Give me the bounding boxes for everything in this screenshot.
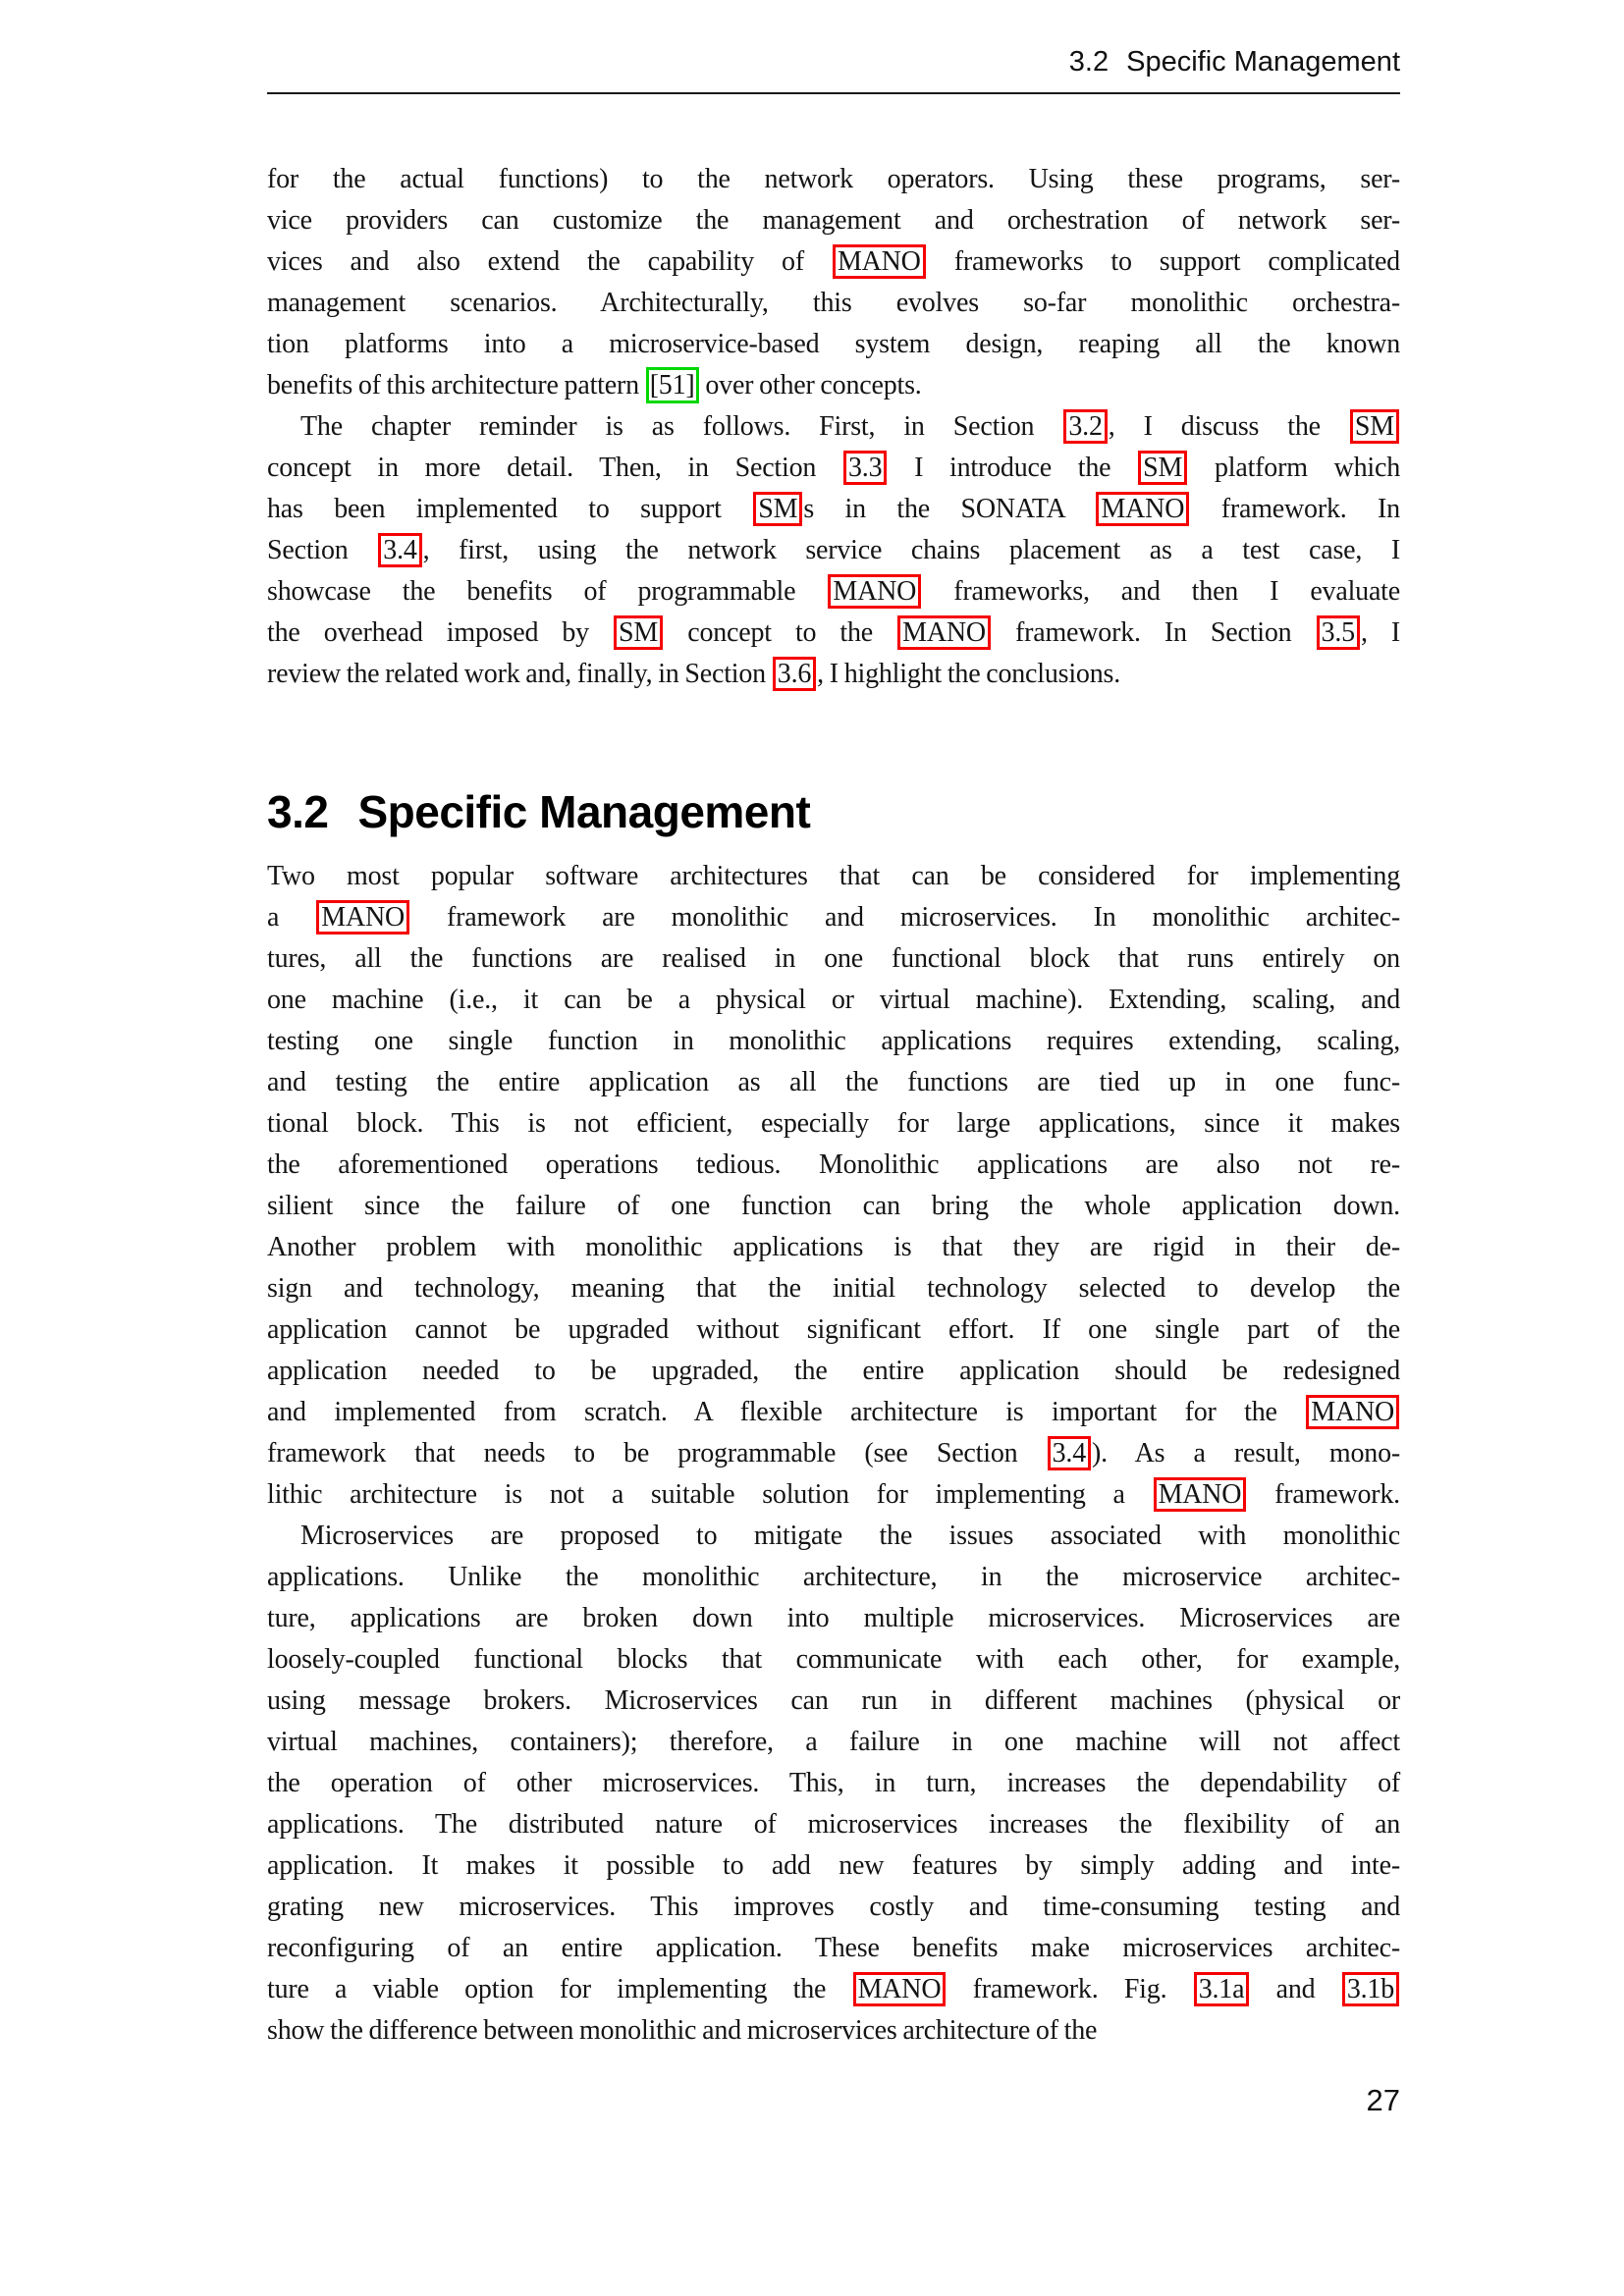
- text-run: tional block. This is not efficient, especially for large applications, since it makes: [267, 1108, 1400, 1139]
- text-line: [267, 654, 1400, 695]
- section-3-4-link[interactable]: 3.4: [1048, 1436, 1091, 1470]
- text-line: [267, 1227, 1400, 1268]
- text-run: using message brokers. Microservices can run in different machines (physical or: [267, 1685, 1400, 1716]
- text-line: [267, 159, 1400, 200]
- text-run: applications. Unlike the monolithic architecture, in the microservice architec-: [267, 1562, 1400, 1592]
- text-run: the overhead imposed by: [267, 617, 614, 648]
- text-run: applications. The distributed nature of microservices increases the flexibility of an: [267, 1809, 1400, 1840]
- text-run: the operation of other microservices. This, in turn, increases the dependability of: [267, 1768, 1400, 1798]
- text-run: , first, using the network service chains placement as a test case, I: [422, 535, 1400, 565]
- text-run: ture a viable option for implementing the: [267, 1974, 852, 2004]
- text-line: [267, 1969, 1400, 2010]
- text-run: ture, applications are broken down into multiple microservices. Microservices are: [267, 1603, 1400, 1633]
- text-line: [267, 1474, 1400, 1516]
- text-run: silient since the failure of one function can bring the whole application down.: [267, 1191, 1400, 1221]
- text-run: concept in more detail. Then, in Section: [267, 453, 842, 483]
- section-3-2-link[interactable]: 3.2: [1063, 409, 1107, 444]
- text-run: platform which: [1188, 453, 1401, 483]
- text-run: application needed to be upgraded, the entire application should be redesigned: [267, 1356, 1400, 1386]
- text-line: [267, 1639, 1400, 1681]
- text-line: [267, 1804, 1400, 1845]
- text-line: [267, 241, 1400, 283]
- text-run: framework are monolithic and microservices. In monolithic architec-: [410, 902, 1400, 933]
- text-line: [267, 1103, 1400, 1145]
- text-run: tures, all the functions are realised in one functional block that runs entirely on: [267, 943, 1400, 974]
- text-run: over other concepts.: [699, 370, 922, 400]
- text-run: reconfiguring of an entire application. These benefits make microservices architec-: [267, 1933, 1400, 1963]
- section-3-4-link[interactable]: 3.4: [378, 533, 421, 567]
- text-line: [267, 1351, 1400, 1392]
- text-run: , I highlight the conclusions.: [817, 659, 1121, 689]
- sm-link[interactable]: SM: [1138, 451, 1187, 485]
- section-3-3-link[interactable]: 3.3: [843, 451, 887, 485]
- text-line: [267, 1145, 1400, 1186]
- paragraph: [267, 856, 1400, 1516]
- section-heading-number: 3.2: [267, 786, 329, 837]
- text-run: the aforementioned operations tedious. Monolithic applications are also not re-: [267, 1149, 1400, 1180]
- text-line: [267, 1309, 1400, 1351]
- text-run: loosely-coupled functional blocks that communicate with each other, for example,: [267, 1644, 1400, 1675]
- text-run: framework.: [1247, 1479, 1400, 1510]
- mano-link[interactable]: MANO: [316, 900, 409, 934]
- running-header-section-title: Specific Management: [1126, 46, 1400, 78]
- running-header: [267, 45, 1400, 79]
- text-run: frameworks to support complicated: [926, 246, 1400, 277]
- text-run: ). As a result, mono-: [1092, 1438, 1400, 1468]
- text-run: tion platforms into a microservice-based system design, reaping all the known: [267, 329, 1400, 359]
- text-run: grating new microservices. This improves costly and time-consuming testing and: [267, 1892, 1400, 1922]
- text-run: benefits of this architecture pattern: [267, 370, 645, 400]
- page-number: 27: [1366, 2083, 1400, 2117]
- citation-51-link[interactable]: [51]: [646, 367, 699, 403]
- text-line: [267, 530, 1400, 571]
- text-run: vice providers can customize the management and orchestration of network ser-: [267, 205, 1400, 236]
- text-line: [267, 571, 1400, 613]
- text-run: The chapter reminder is as follows. First, in Section: [300, 411, 1063, 442]
- text-run: application cannot be upgraded without significant effort. If one single part of the: [267, 1314, 1400, 1345]
- section-heading: [267, 785, 1400, 838]
- text-run: a: [267, 902, 316, 933]
- text-line: [267, 938, 1400, 980]
- text-line: [267, 365, 1400, 406]
- text-line: [267, 1186, 1400, 1227]
- text-run: application. It makes it possible to add new features by simply adding and inte-: [267, 1850, 1400, 1881]
- text-run: lithic architecture is not a suitable solution for implementing a: [267, 1479, 1153, 1510]
- text-line: [267, 897, 1400, 938]
- text-run: management scenarios. Architecturally, this evolves so-far monolithic orchestra-: [267, 288, 1400, 318]
- intro-paragraphs: [267, 159, 1400, 695]
- text-run: , I discuss the: [1108, 411, 1349, 442]
- text-run: for the actual functions) to the network operators. Using these programs, ser-: [267, 164, 1400, 194]
- text-run: framework. Fig.: [947, 1974, 1193, 2004]
- text-line: [267, 856, 1400, 897]
- text-run: framework that needs to be programmable (see Section: [267, 1438, 1047, 1468]
- paragraph: [267, 1516, 1400, 2052]
- text-line: [267, 2010, 1400, 2052]
- text-run: and: [1250, 1974, 1341, 2004]
- text-run: show the difference between monolithic and microservices architecture of the: [267, 2015, 1098, 2046]
- text-run: and implemented from scratch. A flexible architecture is important for the: [267, 1397, 1306, 1427]
- mano-link[interactable]: MANO: [828, 574, 921, 609]
- paragraph: [267, 406, 1400, 695]
- text-line: [267, 200, 1400, 241]
- text-run: sign and technology, meaning that the initial technology selected to develop the: [267, 1273, 1400, 1304]
- text-line: [267, 1392, 1400, 1433]
- text-run: concept to the: [664, 617, 897, 648]
- text-run: review the related work and, finally, in Section: [267, 659, 772, 689]
- text-line: [267, 489, 1400, 530]
- text-line: [267, 406, 1400, 448]
- text-run: , I: [1360, 617, 1400, 648]
- text-line: [267, 1722, 1400, 1763]
- text-run: framework. In: [1190, 494, 1400, 524]
- mano-link[interactable]: MANO: [833, 244, 926, 279]
- text-run: and testing the entire application as all the functions are tied up in one func-: [267, 1067, 1400, 1097]
- section-paragraphs: [267, 856, 1400, 2052]
- text-run: has been implemented to support: [267, 494, 753, 524]
- text-run: virtual machines, containers); therefore, a failure in one machine will not affect: [267, 1727, 1400, 1757]
- figure-3-1a-link[interactable]: 3.1a: [1194, 1972, 1250, 2006]
- text-run: s in the SONATA: [803, 494, 1096, 524]
- text-line: [267, 613, 1400, 654]
- text-line: [267, 1763, 1400, 1804]
- text-line: [267, 1598, 1400, 1639]
- mano-link[interactable]: MANO: [1306, 1395, 1399, 1429]
- text-run: Microservices are proposed to mitigate the issues associated with monolithic: [300, 1521, 1400, 1551]
- text-line: [267, 980, 1400, 1021]
- text-run: vices and also extend the capability of: [267, 246, 832, 277]
- text-run: testing one single function in monolithic applications requires extending, scaling,: [267, 1026, 1400, 1056]
- sm-link[interactable]: SM: [753, 492, 802, 526]
- page-body: [267, 159, 1400, 2052]
- text-line: [267, 1887, 1400, 1928]
- text-line: [267, 1433, 1400, 1474]
- section-3-5-link[interactable]: 3.5: [1317, 615, 1360, 650]
- text-line: [267, 1557, 1400, 1598]
- text-run: Another problem with monolithic applications is that they are rigid in their de-: [267, 1232, 1400, 1262]
- text-line: [267, 1516, 1400, 1557]
- mano-link[interactable]: MANO: [1096, 492, 1189, 526]
- text-line: [267, 1062, 1400, 1103]
- text-run: I introduce the: [888, 453, 1138, 483]
- sm-link[interactable]: SM: [1350, 409, 1399, 444]
- section-3-6-link[interactable]: 3.6: [773, 657, 816, 691]
- section-heading-title: Specific Management: [357, 786, 811, 837]
- text-line: [267, 1268, 1400, 1309]
- mano-link[interactable]: MANO: [853, 1972, 947, 2006]
- header-rule: [267, 92, 1400, 94]
- text-run: showcase the benefits of programmable: [267, 576, 828, 607]
- mano-link[interactable]: MANO: [897, 615, 991, 650]
- text-run: frameworks, and then I evaluate: [922, 576, 1400, 607]
- text-line: [267, 1681, 1400, 1722]
- text-line: [267, 283, 1400, 324]
- text-run: one machine (i.e., it can be a physical or virtual machine). Extending, scaling, and: [267, 985, 1400, 1015]
- paragraph: [267, 159, 1400, 406]
- text-line: [267, 448, 1400, 489]
- text-run: Two most popular software architectures that can be considered for implementing: [267, 861, 1400, 891]
- text-line: [267, 1845, 1400, 1887]
- sm-link[interactable]: SM: [614, 615, 663, 650]
- text-run: framework. In Section: [991, 617, 1316, 648]
- running-header-section-number: 3.2: [1068, 46, 1110, 78]
- text-line: [267, 1928, 1400, 1969]
- text-line: [267, 324, 1400, 365]
- text-line: [267, 1021, 1400, 1062]
- mano-link[interactable]: MANO: [1154, 1477, 1247, 1512]
- figure-3-1b-link[interactable]: 3.1b: [1342, 1972, 1399, 2006]
- text-run: Section: [267, 535, 378, 565]
